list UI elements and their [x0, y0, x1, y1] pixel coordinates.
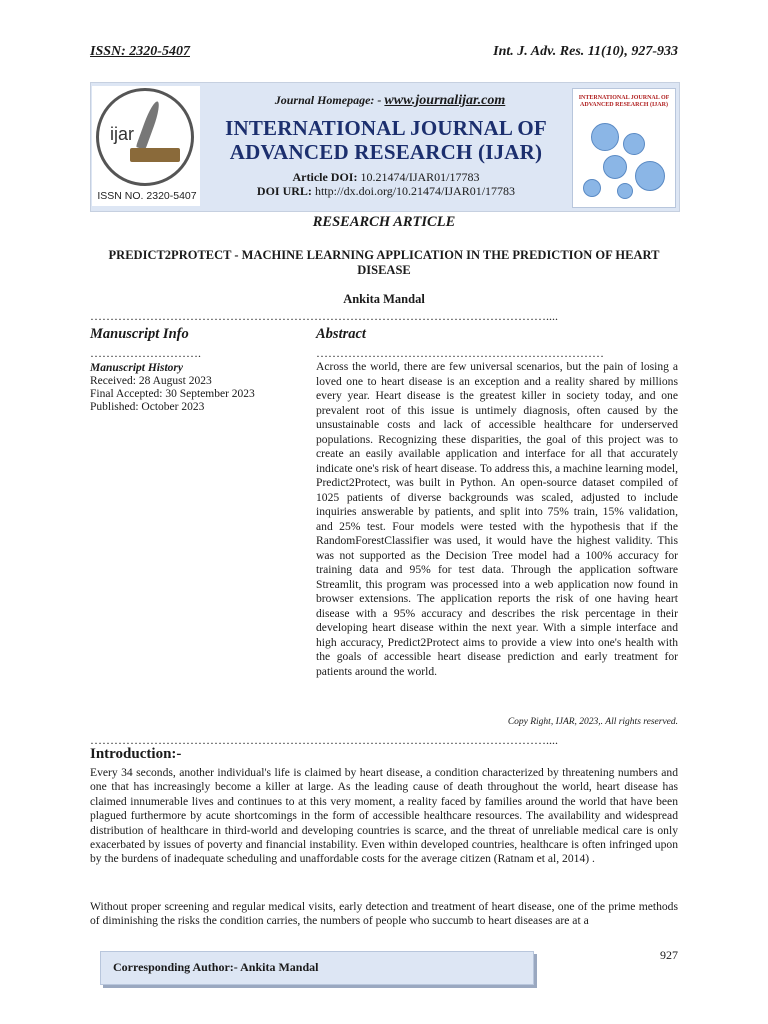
journal-logo — [92, 86, 200, 206]
cover-molecule — [603, 155, 627, 179]
accepted-date: Final Accepted: 30 September 2023 — [90, 388, 255, 400]
paper-title — [90, 248, 678, 278]
running-header — [90, 44, 678, 60]
logo-issn: ISSN NO. 2320-5407 — [97, 190, 197, 202]
issn-text: ISSN: 2320-5407 — [90, 44, 190, 59]
manuscript-history — [90, 362, 310, 414]
doi-url-link[interactable]: http://dx.doi.org/10.21474/IJAR01/17783 — [311, 184, 516, 198]
abstract-heading: Abstract — [316, 326, 366, 342]
doi-block — [206, 170, 566, 198]
citation-text: Int. J. Adv. Res. 11(10), 927-933 — [493, 44, 678, 59]
cover-molecule — [635, 161, 665, 191]
dotted-divider-left: ………………………. — [90, 346, 201, 360]
doi-url-label: DOI URL: — [256, 184, 312, 198]
article-type: RESEARCH ARTICLE — [312, 214, 456, 230]
dotted-divider-right: ……………………………………………………………… — [316, 346, 604, 360]
author-name: Ankita Mandal — [343, 292, 425, 306]
doi-label: Article DOI: — [292, 170, 358, 184]
introduction-paragraph-1: Every 34 seconds, another individual's life is claimed by heart disease, a condition characterized by threatening numbers and one that has increasingly become a killer at large. As the leading cause of death throughout the world, heart disease has claimed innumerable lives and continues to at this very moment, a reality faced by families around the world that have been plagued furthermore by acute shortcomings in the form of accessible healthcare resources. The availability and widespread distribution of healthcare in third-world and developing countries is scarce, and the threat of unreliable medical care is only exacerbated by issues of poverty and financial instability. Even within developed countries, healthcare is often infringed upon by the burdens of inadequate scheduling and unaffordable costs for the average citizen (Ratnam et al, 2014) . — [90, 766, 678, 866]
manuscript-info-heading: Manuscript Info — [90, 326, 189, 342]
paper-title-line2: DISEASE — [357, 263, 411, 277]
cover-molecule — [583, 179, 601, 197]
corresponding-author-box — [100, 951, 534, 985]
abstract-text: Across the world, there are few universal scenarios, but the pain of losing a loved one to heart disease is an exception and a reality shared by millions every year. Heart disease is the greatest killer in society today, and one prevalent root of this issue is untimely diagnosis, often caused by the unsustainable costs and lack of accessible healthcare for underserved populations. Recognizing these disparities, the goal of this project was to create an easily available application and interface for all that accurately indicate one's risk of heart disease. To address this, a machine learning model, Predict2Protect, was built in Python. An open-source dataset compiled of 1025 patients of diverse backgrounds was scaled, adjusted to include inquiries answerable by patients, and split into 75% train, 15% validation, and 25% test. Four models were tested with the hypothesis that if the RandomForestClassifier was used, it would have the highest validity. This was not supported as the Decision Tree model had a 100% accuracy for training data and 95% for test data. Through the application software Streamlit, this program was processed into a web application now found in browser extensions. The application reports the risk of one having heart disease with a 95% accuracy and describes the risk percentage in their developing heart disease within the next year. With a simple interface and high accuracy, Predict2Protect aims to provide a view into one's health with the goals of accessible heart disease prediction and early treatment for patients around the world. — [316, 360, 678, 678]
cover-molecule — [623, 133, 645, 155]
cover-molecule — [617, 183, 633, 199]
page-number: 927 — [660, 948, 678, 962]
journal-cover-image — [572, 88, 676, 208]
logo-name: ijar — [110, 124, 135, 144]
journal-homepage — [260, 93, 520, 109]
published-date: Published: October 2023 — [90, 401, 205, 413]
dotted-divider-top: …………………………………………………………………………………………………….... — [90, 310, 558, 322]
doi-value: 10.21474/IJAR01/17783 — [357, 170, 480, 184]
copyright-notice: Copy Right, IJAR, 2023,. All rights reserved. — [507, 717, 678, 727]
history-label: Manuscript History — [90, 362, 183, 374]
journal-title-line2: ADVANCED RESEARCH (IJAR) — [229, 140, 543, 164]
homepage-link[interactable]: www.journalijar.com — [384, 93, 506, 108]
introduction-paragraph-2: Without proper screening and regular medical visits, early detection and treatment of heart disease, one of the prime methods of diminishing the risks the condition carries, the numbers of people who succumb to heart diseases are at a — [90, 900, 678, 928]
paper-title-line1: PREDICT2PROTECT - MACHINE LEARNING APPLICATION IN THE PREDICTION OF HEART — [108, 248, 660, 262]
cover-molecule — [591, 123, 619, 151]
journal-title — [206, 116, 566, 164]
introduction-heading: Introduction:- — [90, 746, 182, 762]
corresponding-author: Corresponding Author:- Ankita Mandal — [113, 960, 319, 974]
cover-title: INTERNATIONAL JOURNAL OF ADVANCED RESEARCH (IJAR) — [578, 95, 670, 108]
book-icon — [130, 148, 180, 162]
journal-title-line1: INTERNATIONAL JOURNAL OF — [225, 116, 547, 140]
dotted-divider-bottom: …………………………………………………………………………………………………….... — [90, 734, 558, 746]
homepage-label: Journal Homepage: - — [274, 93, 385, 107]
received-date: Received: 28 August 2023 — [90, 375, 212, 387]
